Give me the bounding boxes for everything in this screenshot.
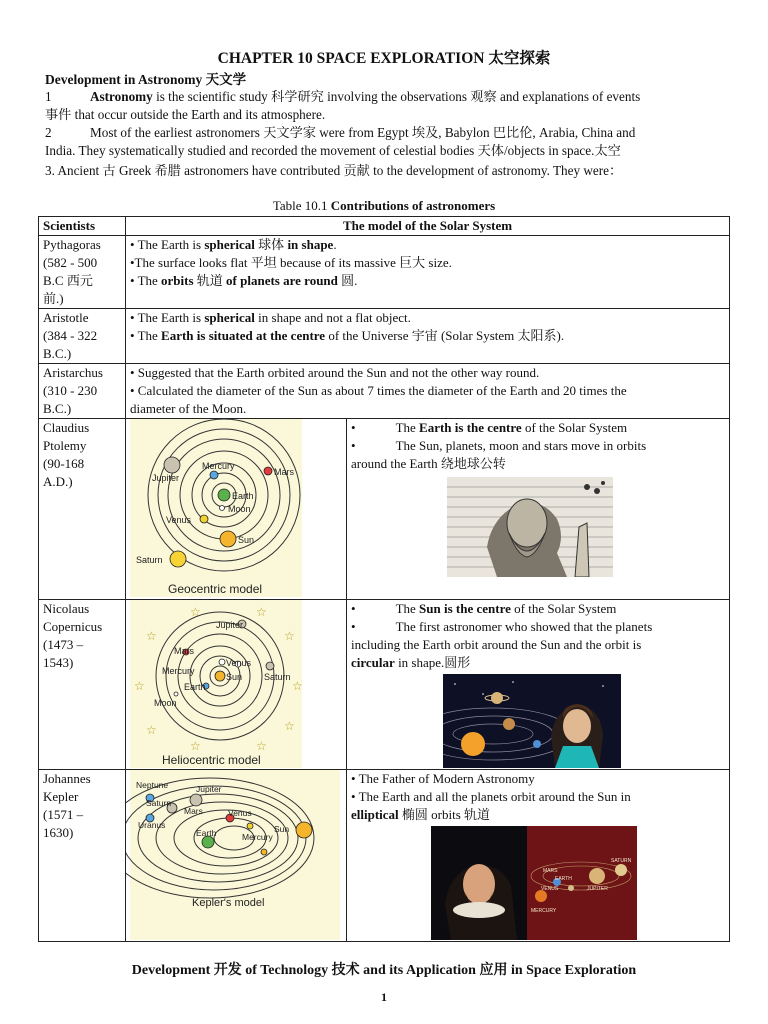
scientist-years: B.C.)	[43, 346, 72, 361]
kepler-model-diagram	[126, 770, 346, 940]
model-cell	[347, 770, 730, 942]
bullet: • The Earth is spherical in shape and not a flat object.	[130, 310, 411, 325]
planet-label: Mars	[274, 467, 294, 477]
paragraph-3: 3. Ancient 古 Greek 希腊 astronomers have contributed 贡献 to the development of astronomy. They were：	[45, 163, 623, 178]
scientist-name: Kepler	[43, 789, 79, 804]
header-model: The model of the Solar System	[126, 217, 730, 236]
planet-label: Mars	[184, 806, 203, 816]
planet-label: Venus	[166, 515, 192, 525]
planet-label: Sun	[238, 535, 255, 545]
scientist-cell	[39, 419, 126, 600]
scientist-years: (1571 –	[43, 807, 84, 822]
scientist-years: (90-168	[43, 456, 85, 471]
planet-label: Mercury	[242, 832, 273, 842]
paragraph-1	[45, 88, 725, 124]
scientist-cell	[39, 364, 126, 419]
model-caption: Geocentric model	[168, 582, 263, 596]
planet-label: Earth	[196, 828, 217, 838]
model-caption: Heliocentric model	[162, 753, 261, 767]
scientist-years: (384 - 322	[43, 328, 98, 343]
header-scientists: Scientists	[39, 217, 126, 236]
bullet: • The Earth is situated at the centre of the Universe 宇宙 (Solar System 太阳系).	[130, 328, 565, 343]
model-caption: Kepler's model	[192, 897, 265, 909]
page-title: CHAPTER 10 SPACE EXPLORATION 太空探索	[217, 50, 551, 67]
scientist-years: 前.)	[43, 291, 64, 306]
paragraph-number: 1	[45, 89, 52, 104]
planet-label: Earth	[184, 682, 206, 692]
svg-text:☆: ☆	[190, 605, 201, 619]
planet-label: EARTH	[555, 876, 572, 882]
planet-label: Saturn	[146, 798, 172, 808]
scientist-years: B.C.)	[43, 401, 72, 416]
bullet: •The surface looks flat 平坦 because of its massive 巨大 size.	[130, 255, 452, 270]
page-number: 1	[381, 990, 387, 1004]
ptolemy-portrait	[447, 477, 613, 577]
scientist-years: (310 - 230	[43, 383, 98, 398]
heliocentric-model-figure	[126, 600, 347, 770]
svg-text:☆: ☆	[146, 723, 157, 737]
bullet-cont: elliptical 椭圆 orbits 轨道	[351, 807, 491, 822]
model-cell	[126, 236, 730, 309]
svg-text:☆: ☆	[284, 629, 295, 643]
scientist-years: B.C 西元	[43, 273, 93, 288]
paragraph-text: 事件 that occur outside the Earth and its atmosphere.	[45, 107, 326, 122]
scientist-name: Aristarchus	[43, 365, 103, 380]
term-astronomy: Astronomy	[90, 89, 153, 104]
geocentric-model-figure	[126, 419, 347, 600]
scientist-name: Claudius	[43, 420, 90, 435]
table-row	[39, 419, 730, 600]
paragraph-text: India. They systematically studied and recorded the movement of celestial bodies 天体/objects in space.太空	[45, 143, 621, 158]
table-row	[39, 770, 730, 942]
planet-label: Venus	[228, 808, 252, 818]
svg-text:☆: ☆	[190, 739, 201, 753]
scientist-name: Ptolemy	[43, 438, 87, 453]
scientist-name: Aristotle	[43, 310, 89, 325]
planet-label: Earth	[232, 491, 254, 501]
table-header-row	[39, 217, 730, 236]
kepler-model-figure	[126, 770, 347, 942]
planet-label: Moon	[154, 698, 177, 708]
caption-prefix: Table 10.1	[272, 198, 331, 213]
bullet: • The Father of Modern Astronomy	[351, 771, 535, 786]
model-cell	[126, 364, 730, 419]
bullet: • The first astronomer who showed that the planets	[351, 619, 653, 634]
planet-label: Moon	[228, 504, 251, 514]
astronomers-table	[38, 216, 730, 942]
bullet: • The Earth is the centre of the Solar System	[351, 420, 628, 435]
scientist-years: (582 - 500	[43, 255, 98, 270]
geocentric-model-diagram	[126, 419, 346, 599]
planet-label: MARS	[543, 868, 558, 874]
svg-text:☆: ☆	[292, 679, 303, 693]
planet-label: JUPITER	[587, 886, 608, 892]
bullet: • The Sun, planets, moon and stars move in orbits	[351, 438, 647, 453]
bullet: • The Sun is the centre of the Solar System	[351, 601, 617, 616]
scientist-cell	[39, 770, 126, 942]
bullet: • The orbits 轨道 of planets are round 圆.	[130, 273, 358, 288]
kepler-portrait-and-solar-system	[431, 826, 637, 940]
scientist-name: Johannes	[43, 771, 91, 786]
bullet: • The Earth and all the planets orbit around the Sun in	[351, 789, 631, 804]
bullet-cont: circular in shape.圆形	[351, 655, 471, 670]
planet-label: Saturn	[264, 672, 291, 682]
svg-text:☆: ☆	[146, 629, 157, 643]
paragraph-text: is the scientific study 科学研究 involving the observations 观察 and explanations of events	[152, 89, 641, 104]
planet-label: Jupiter	[216, 620, 244, 630]
scientist-cell	[39, 309, 126, 364]
bullet-cont: including the Earth orbit around the Sun and the orbit is	[351, 637, 642, 652]
bullet: diameter of the Moon.	[130, 401, 247, 416]
scientist-cell	[39, 600, 126, 770]
heliocentric-model-diagram	[126, 600, 346, 768]
planet-label: Mercury	[202, 461, 235, 471]
section-heading: Development in Astronomy 天文学	[45, 72, 247, 87]
planet-label: Saturn	[136, 555, 163, 565]
planet-label: Mars	[174, 646, 194, 656]
bullet: • Calculated the diameter of the Sun as about 7 times the diameter of the Earth and 20 times the	[130, 383, 627, 398]
model-cell	[347, 419, 730, 600]
copernicus-solar-system-image	[443, 674, 621, 768]
planet-label: Mercury	[162, 666, 195, 676]
svg-text:☆: ☆	[256, 605, 267, 619]
bullet: • Suggested that the Earth orbited around the Sun and not the other way round.	[130, 365, 540, 380]
scientist-cell	[39, 236, 126, 309]
scientist-name: Nicolaus	[43, 601, 90, 616]
planet-label: Sun	[226, 672, 243, 682]
scientist-name: Copernicus	[43, 619, 103, 634]
scientist-years: A.D.)	[43, 474, 73, 489]
planet-label: MERCURY	[531, 908, 557, 914]
scientist-years: 1543)	[43, 655, 74, 670]
table-row	[39, 236, 730, 309]
paragraph-number: 2	[45, 125, 52, 140]
caption-title: Contributions of astronomers	[330, 198, 496, 213]
next-section-heading: Development 开发 of Technology 技术 and its Application 应用 in Space Exploration	[131, 963, 637, 978]
table-row	[39, 309, 730, 364]
planet-label: Venus	[226, 658, 252, 668]
svg-text:☆: ☆	[134, 679, 145, 693]
table-row	[39, 364, 730, 419]
paragraph-text: Most of the earliest astronomers 天文学家 were from Egypt 埃及, Babylon 巴比伦, Arabia, China and	[90, 125, 636, 140]
bullet-cont: around the Earth 绕地球公转	[351, 456, 506, 471]
paragraph-2	[45, 124, 725, 160]
table-row	[39, 600, 730, 770]
scientist-name: Pythagoras	[43, 237, 101, 252]
scientist-years: 1630)	[43, 825, 74, 840]
planet-label: Neptune	[136, 780, 169, 790]
svg-text:☆: ☆	[256, 739, 267, 753]
planet-label: Sun	[274, 824, 290, 834]
model-cell	[347, 600, 730, 770]
planet-label: Jupiter	[196, 784, 222, 794]
bullet: • The Earth is spherical 球体 in shape.	[130, 237, 337, 252]
scientist-years: (1473 –	[43, 637, 84, 652]
planet-label: Uranus	[138, 820, 166, 830]
table-caption	[0, 198, 768, 214]
planet-label: VENUS	[541, 886, 559, 892]
planet-label: Jupiter	[152, 473, 180, 483]
svg-text:☆: ☆	[284, 719, 295, 733]
planet-label: SATURN	[611, 858, 632, 864]
model-cell	[126, 309, 730, 364]
